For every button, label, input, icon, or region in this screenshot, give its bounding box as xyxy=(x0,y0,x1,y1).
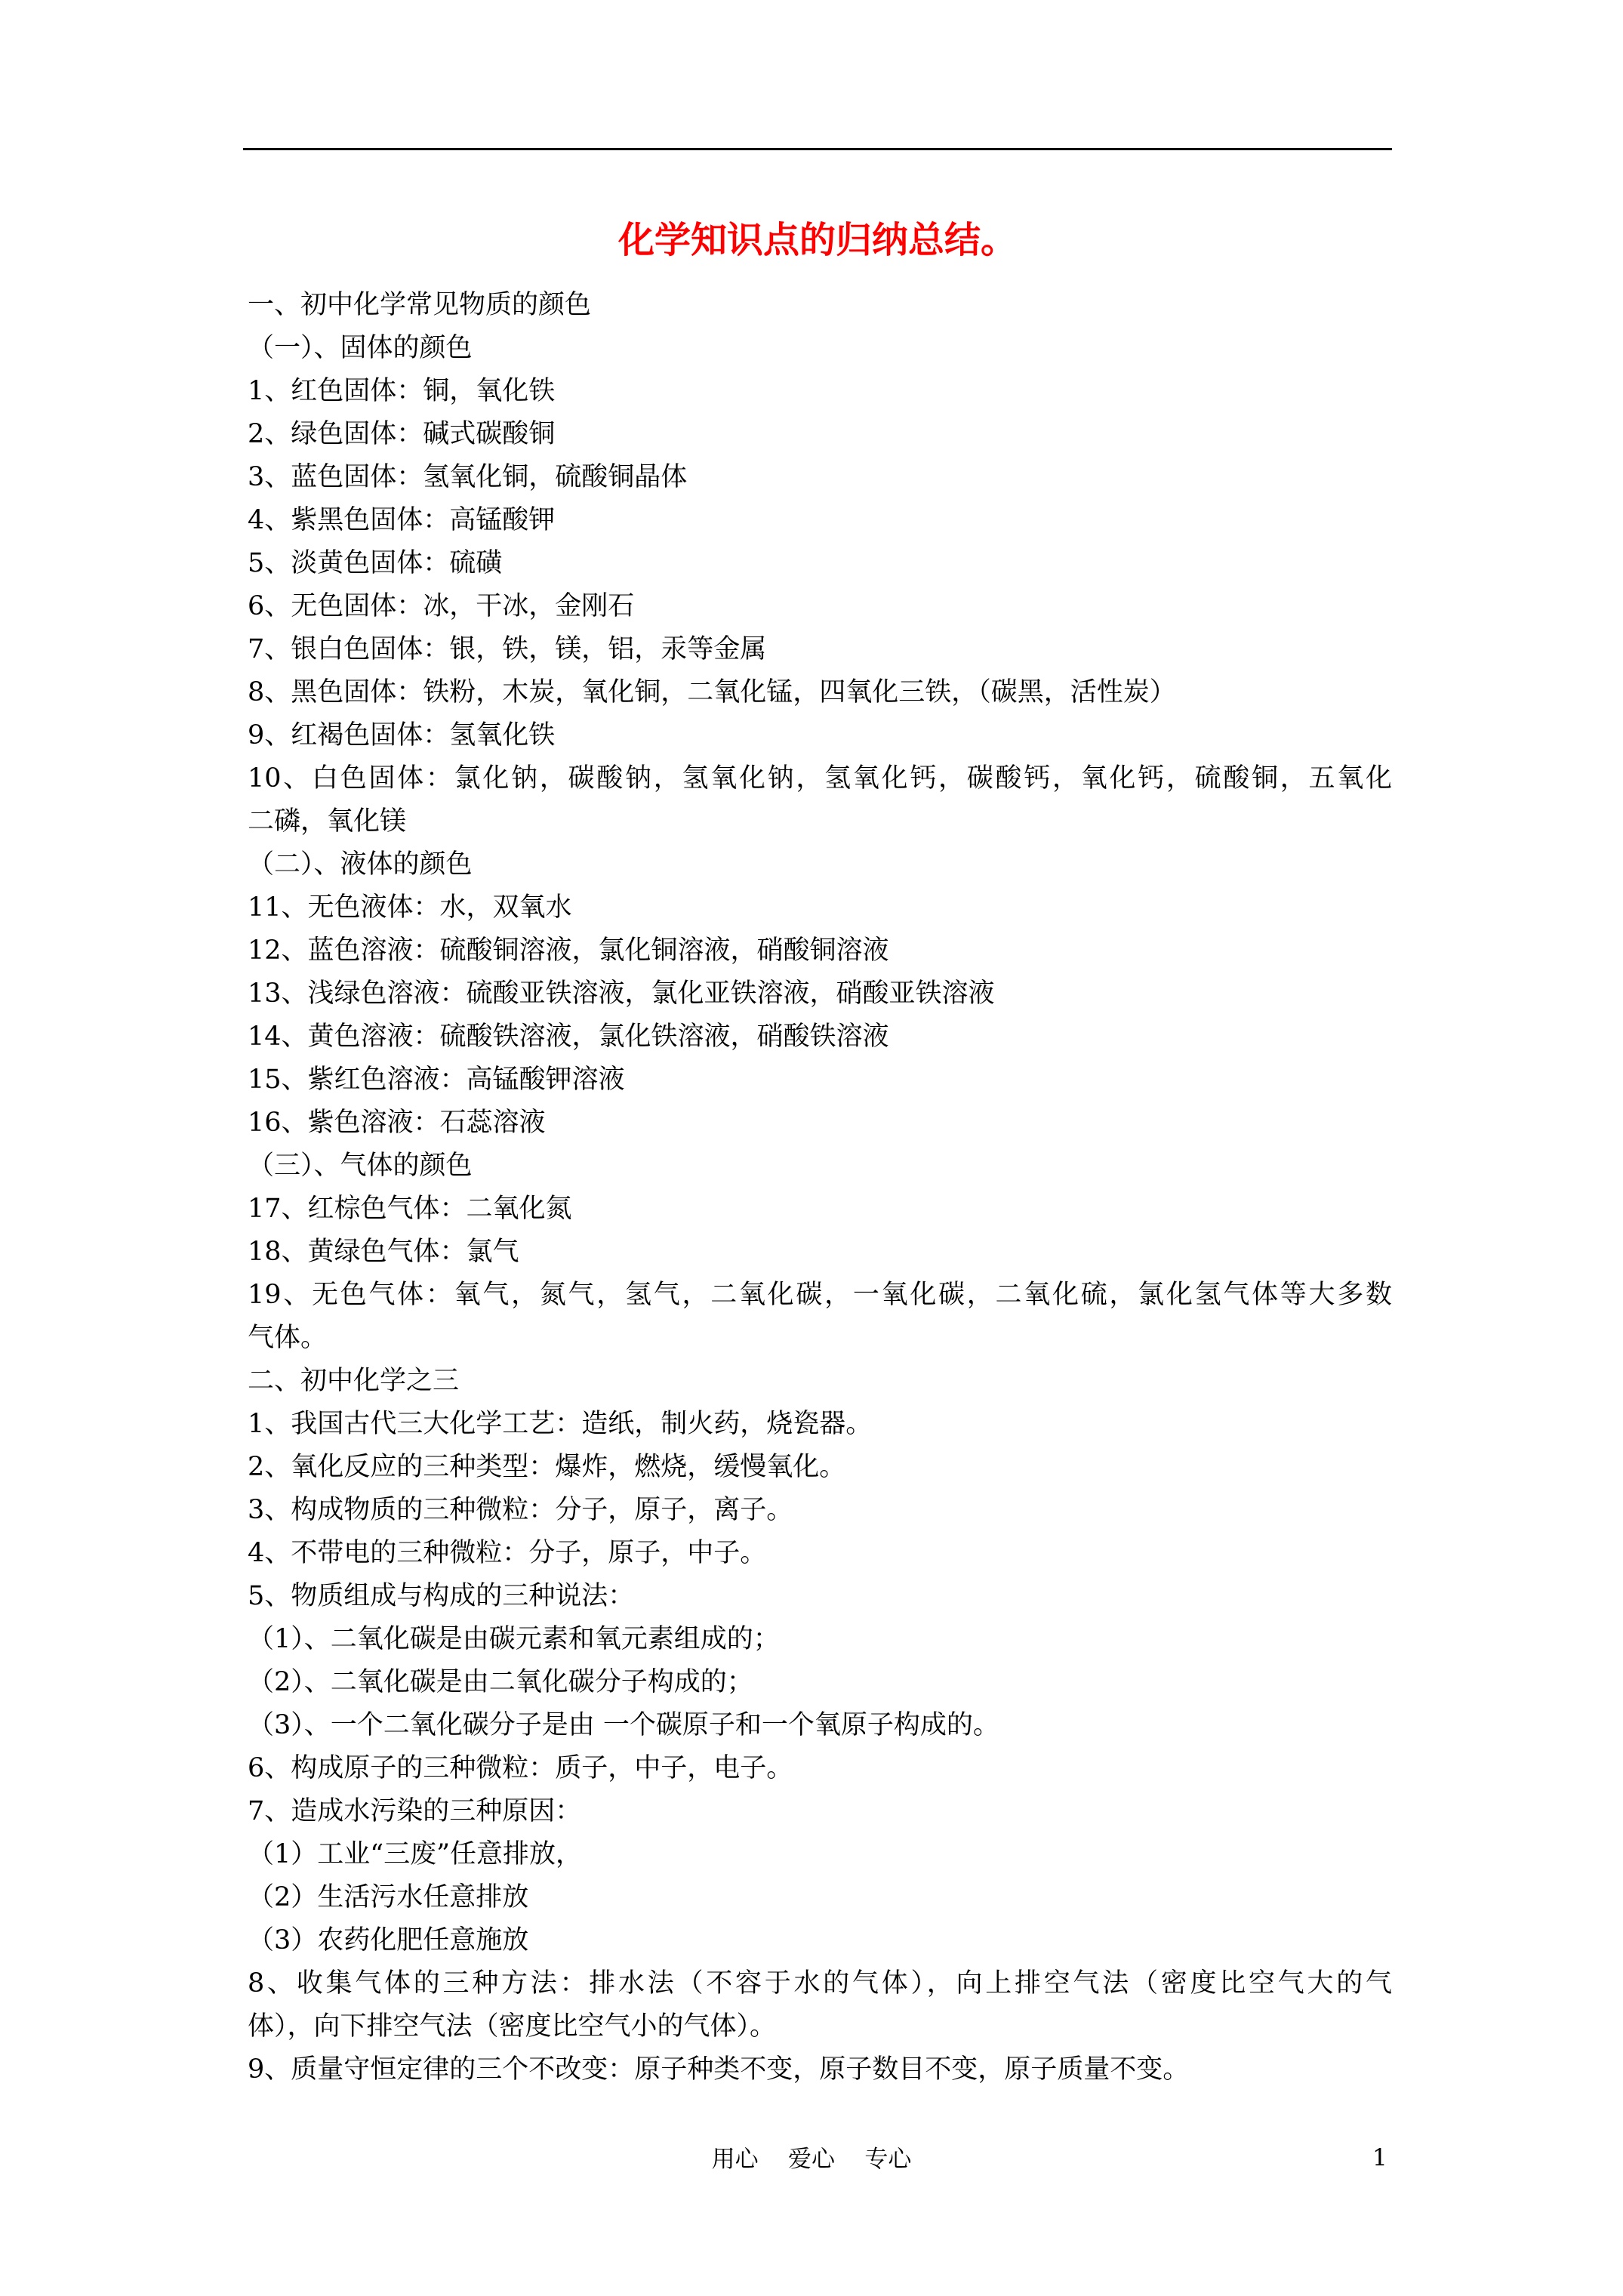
subsection-heading: （一）、固体的颜色 xyxy=(248,333,473,363)
list-item: 4、不带电的三种微粒：分子，原子，中子。 xyxy=(248,1538,767,1568)
document-body xyxy=(248,284,1392,2091)
sub-list-item: （1）、二氧化碳是由碳元素和氧元素组成的； xyxy=(248,1624,780,1654)
sub-list-item: （2）、二氧化碳是由二氧化碳分子构成的； xyxy=(248,1667,753,1697)
list-item: 1、我国古代三大化学工艺：造纸，制火药，烧瓷器。 xyxy=(248,1409,873,1439)
section-heading: 一、初中化学常见物质的颜色 xyxy=(248,290,592,320)
list-item: 17、红棕色气体：二氧化氮 xyxy=(248,1194,572,1224)
sub-list-item: （3）、一个二氧化碳分子是由 一个碳原子和一个氧原子构成的。 xyxy=(248,1710,999,1740)
list-item: 12、蓝色溶液：硫酸铜溶液，氯化铜溶液，硝酸铜溶液 xyxy=(248,935,889,966)
subsection-heading: （三）、气体的颜色 xyxy=(248,1151,473,1181)
list-item: 7、造成水污染的三种原因： xyxy=(248,1796,582,1826)
list-item: 9、质量守恒定律的三个不改变：原子种类不变，原子数目不变，原子质量不变。 xyxy=(248,2054,1190,2085)
document-title: 化学知识点的归纳总结。 xyxy=(617,219,1017,261)
list-item: 5、淡黄色固体：硫磺 xyxy=(248,548,503,578)
sub-list-item: （2）生活污水任意排放 xyxy=(248,1882,529,1912)
list-item: 8、黑色固体：铁粉，木炭，氧化铜，二氧化锰，四氧化三铁，（碳黑，活性炭） xyxy=(248,677,1176,707)
list-item: 9、红褐色固体：氢氧化铁 xyxy=(248,720,556,750)
footer-motto: 用心 爱心 专心 xyxy=(711,2146,912,2173)
list-item: 10、白色固体：氯化钠，碳酸钠，氢氧化钠，氢氧化钙，碳酸钙，氧化钙，硫酸铜，五氧化 xyxy=(248,763,1392,794)
list-item: 18、黄绿色气体：氯气 xyxy=(248,1237,519,1267)
list-item: 11、无色液体：水，双氧水 xyxy=(248,892,572,923)
list-item: 6、构成原子的三种微粒：质子，中子，电子。 xyxy=(248,1753,793,1783)
list-item-continuation: 气体。 xyxy=(248,1323,328,1353)
sub-list-item: （1）工业“三废”任意排放， xyxy=(248,1839,583,1869)
list-item: 5、物质组成与构成的三种说法： xyxy=(248,1581,635,1611)
list-item: 16、紫色溶液：石蕊溶液 xyxy=(248,1108,546,1138)
list-item: 4、紫黑色固体：高锰酸钾 xyxy=(248,505,556,535)
page-number: 1 xyxy=(1372,2144,1387,2171)
list-item: 19、无色气体：氧气，氮气，氢气，二氧化碳，一氧化碳，二氧化硫，氯化氢气体等大多数 xyxy=(248,1280,1392,1310)
sub-list-item: （3）农药化肥任意施放 xyxy=(248,1925,529,1955)
list-item: 1、红色固体：铜，氧化铁 xyxy=(248,376,556,406)
list-item: 7、银白色固体：银，铁，镁，铝，汞等金属 xyxy=(248,634,767,664)
list-item-continuation: 二磷，氧化镁 xyxy=(248,806,407,837)
section-heading: 二、初中化学之三 xyxy=(248,1366,460,1396)
header-rule xyxy=(243,148,1392,150)
list-item: 8、收集气体的三种方法：排水法（不容于水的气体），向上排空气法（密度比空气大的气 xyxy=(248,1968,1392,1999)
list-item-continuation: 体），向下排空气法（密度比空气小的气体）。 xyxy=(248,2011,777,2042)
list-item: 14、黄色溶液：硫酸铁溶液，氯化铁溶液，硝酸铁溶液 xyxy=(248,1022,889,1052)
list-item: 6、无色固体：冰，干冰，金刚石 xyxy=(248,591,635,621)
list-item: 2、氧化反应的三种类型：爆炸，燃烧，缓慢氧化。 xyxy=(248,1452,846,1482)
list-item: 2、绿色固体：碱式碳酸铜 xyxy=(248,419,556,449)
subsection-heading: （二）、液体的颜色 xyxy=(248,849,473,880)
list-item: 15、紫红色溶液：高锰酸钾溶液 xyxy=(248,1065,625,1095)
list-item: 3、构成物质的三种微粒：分子，原子，离子。 xyxy=(248,1495,793,1525)
list-item: 13、浅绿色溶液：硫酸亚铁溶液，氯化亚铁溶液，硝酸亚铁溶液 xyxy=(248,978,995,1009)
list-item: 3、蓝色固体：氢氧化铜，硫酸铜晶体 xyxy=(248,462,688,492)
